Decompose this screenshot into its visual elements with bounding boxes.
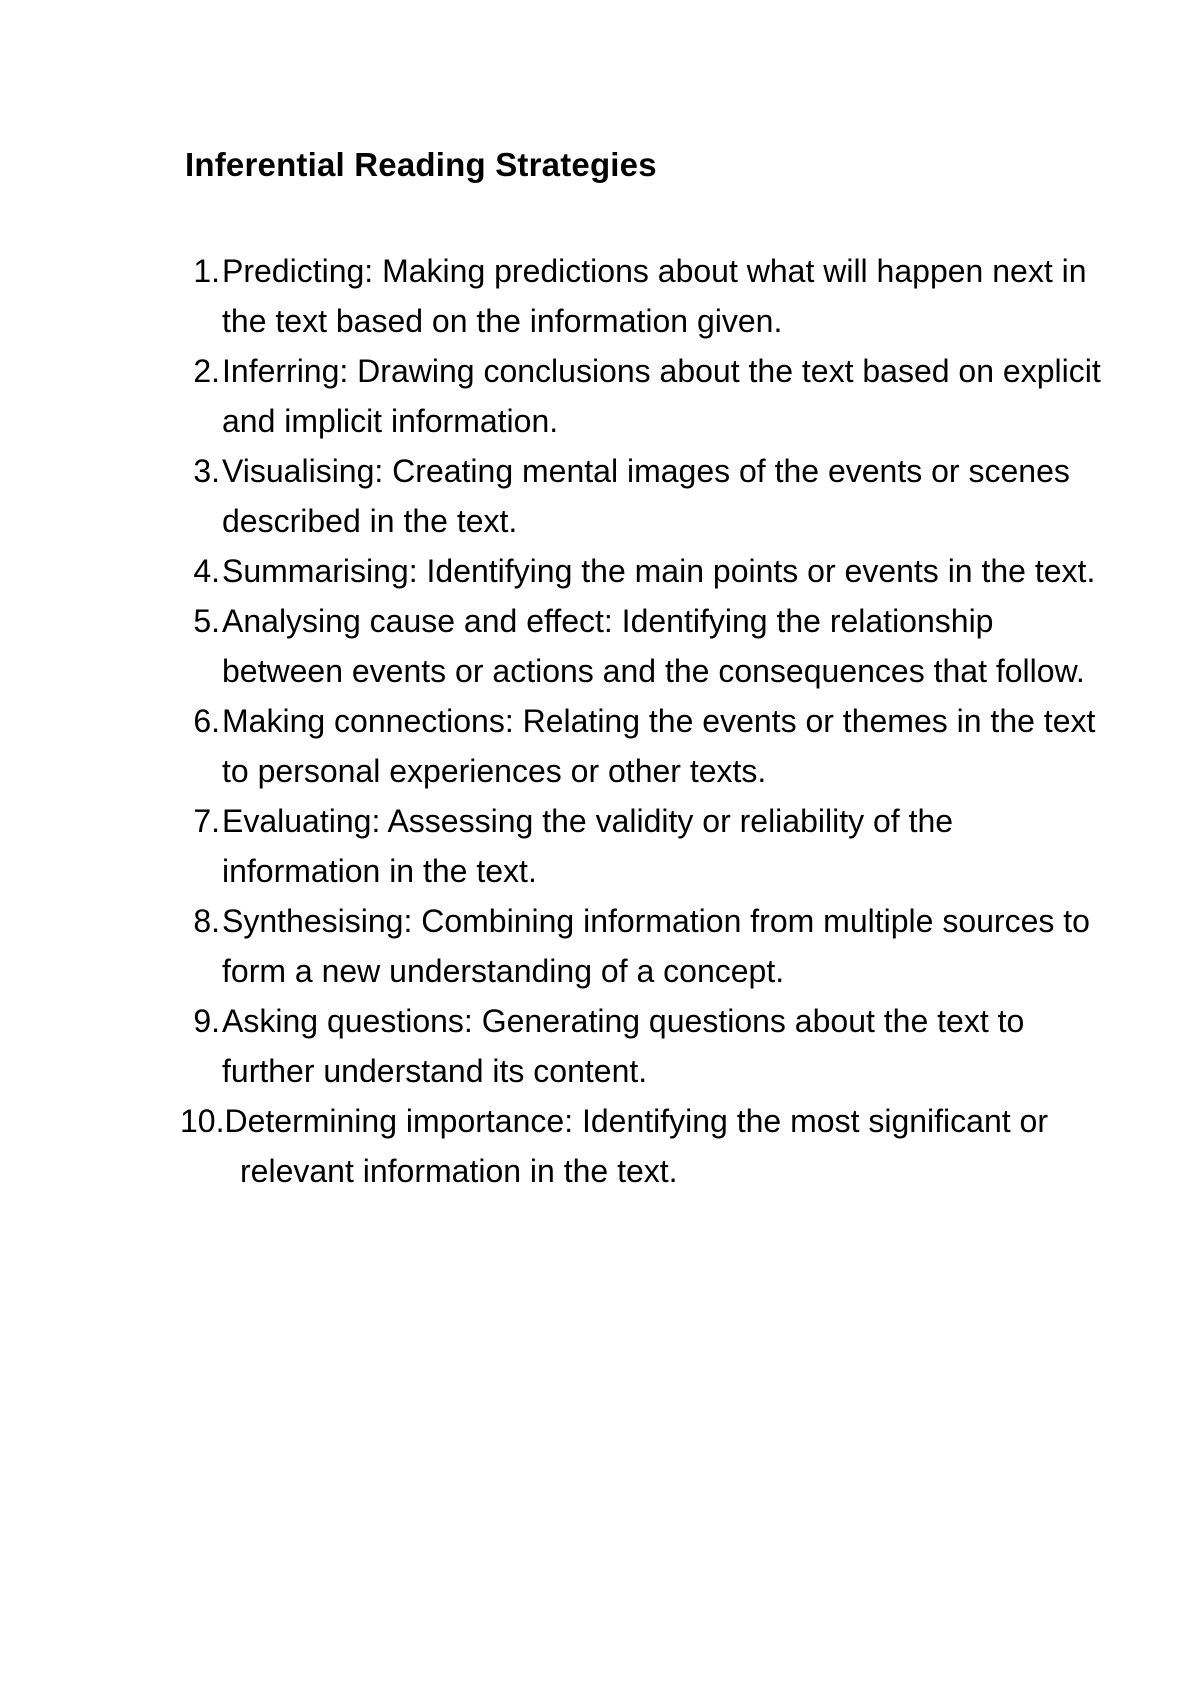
list-item bbox=[160, 896, 1120, 996]
list-item-number: 4. bbox=[193, 553, 220, 589]
list-item-text: Analysing cause and effect: Identifying the relationship between events or actions and the consequences that follow. bbox=[222, 603, 1085, 689]
list-item-number: 8. bbox=[193, 903, 220, 939]
strategy-list bbox=[160, 246, 1120, 1196]
list-item-number: 9. bbox=[193, 1003, 220, 1039]
list-item bbox=[160, 596, 1120, 696]
list-item-number: 10. bbox=[180, 1103, 225, 1139]
list-item-number: 1. bbox=[193, 253, 220, 289]
list-item-text: Summarising: Identifying the main points or events in the text. bbox=[222, 553, 1096, 589]
list-item bbox=[160, 446, 1120, 546]
list-item-text: Synthesising: Combining information from multiple sources to form a new understanding of a concept. bbox=[222, 903, 1090, 989]
list-item bbox=[160, 246, 1120, 346]
document-title: Inferential Reading Strategies bbox=[185, 146, 657, 183]
list-item-text: Making connections: Relating the events or themes in the text to personal experiences or other texts. bbox=[222, 703, 1096, 789]
list-item-number: 5. bbox=[193, 603, 220, 639]
list-item-text: Evaluating: Assessing the validity or reliability of the information in the text. bbox=[222, 803, 954, 889]
list-item bbox=[160, 1096, 1120, 1196]
list-item bbox=[160, 546, 1120, 596]
list-item bbox=[160, 696, 1120, 796]
list-item-number: 3. bbox=[193, 453, 220, 489]
list-item bbox=[160, 796, 1120, 896]
list-item-text: Asking questions: Generating questions about the text to further understand its content. bbox=[222, 1003, 1025, 1089]
list-item-wrap bbox=[160, 1096, 1120, 1196]
list-item bbox=[160, 996, 1120, 1096]
list-item-number: 6. bbox=[193, 703, 220, 739]
list-item-text: Determining importance: Identifying the most significant or relevant information in the text. bbox=[224, 1103, 1048, 1189]
list-item-text: Predicting: Making predictions about what will happen next in the text based on the information given. bbox=[222, 253, 1087, 339]
list-item-text: Inferring: Drawing conclusions about the text based on explicit and implicit information. bbox=[222, 353, 1101, 439]
list-item bbox=[160, 346, 1120, 446]
list-item-text: Visualising: Creating mental images of the events or scenes described in the text. bbox=[222, 453, 1070, 539]
list-item-number: 2. bbox=[193, 353, 220, 389]
list-item-number: 7. bbox=[193, 803, 220, 839]
